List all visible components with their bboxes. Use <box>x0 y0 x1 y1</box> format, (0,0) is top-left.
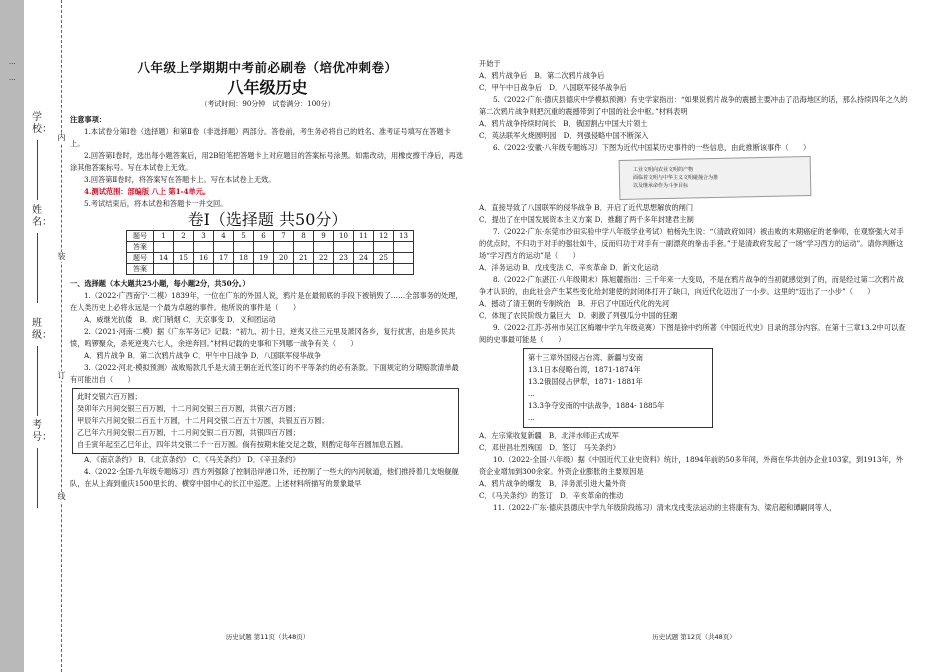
table-cell: 22 <box>314 253 334 264</box>
question-1-options: A．威继光抗倭 B．虎门销烟 C．天京事变 D．义和团运动 <box>84 315 276 324</box>
question-3-material-box <box>72 388 459 454</box>
contents-line: 13.2俄国侵占伊犁，1871- 1881年 <box>528 377 643 386</box>
answer-cell[interactable] <box>154 242 174 253</box>
mark-xian: 线 <box>57 492 66 501</box>
table-row-answers-2 <box>127 264 414 275</box>
table-cell: 11 <box>354 231 374 242</box>
question-9-options-ab: A．左宗棠收复新疆 B．北洋水师正式成军 <box>479 431 619 440</box>
question-10-options-cd: C．《马关条约》的签订 D．辛亥革命的推动 <box>479 491 624 500</box>
answer-cell[interactable] <box>394 264 414 275</box>
question-5: 5.（2022·广东·德庆县德庆中学模拟预测）有史学家指出：“如果说鸦片战争的震撼主要冲击了沿海地区的话，那么持续四年之久的第二次鸦片战争则把沉重的震撼带到了中国的社会中枢。”材料表明 <box>479 95 908 116</box>
strip-dots: ··· ··· <box>9 60 16 84</box>
question-8: 8.（2022·广东湛江·八年级期末）陈旭麓指出：三千年来一大变局，不是在鸦片战争的当初就感觉到了的，而是经过第二次鸦片战争才认识的，由此社会产生某些变化给封建使的封闭体打开了缺口，向近代化迈出了一小步。这里的“迈出了一小步”（ ） <box>479 275 904 296</box>
table-cell: 18 <box>234 253 254 264</box>
left-page <box>70 0 465 672</box>
table-cell: 4 <box>214 231 234 242</box>
table-cell: 25 <box>374 253 394 264</box>
contents-line: ... <box>528 389 535 398</box>
question-7: 7.（2022·广东·东莞市沙田实验中学八年级学业考试）柏杨先生说：“（清政府如同）被击败的末期癌症的老拳师，在观察强大对手的优点时，不归功于对手的强壮如牛，反而归功于对手有一副漂亮的拳击手套。”于是清政府发起了一场“学习西方的运动”。请你判断这场“学习西方的运动”是（ ） <box>479 227 904 260</box>
table-cell: 16 <box>194 253 214 264</box>
answer-cell[interactable] <box>294 264 314 275</box>
table-cell: 答案 <box>127 242 154 253</box>
table-cell: 3 <box>194 231 214 242</box>
school-line <box>37 140 38 200</box>
table-cell: 13 <box>394 231 414 242</box>
table-cell: 2 <box>174 231 194 242</box>
mark-zhuang: 装 <box>57 252 66 261</box>
table-row-answers-1 <box>127 242 414 253</box>
name-line <box>37 233 38 303</box>
answer-cell[interactable] <box>314 242 334 253</box>
material-line: 癸卯年六月间交银三百万圆，十二月间交银三百万圆，共银六百万圆； <box>77 404 300 413</box>
question-10-options-ab: A．鸦片战争的爆发 B．洋务派引进大量外资 <box>479 479 627 488</box>
note-2: 2.回答第Ⅰ卷时，选出每小题答案后，用2B铅笔把答题卡上对应题目的答案标号涂黑。如需改动，用橡皮擦干净后，再选涂其他答案标号。写在本试卷上无效。 <box>70 151 463 172</box>
question-5-options-ab: A．鸦片战争持续时间长 B．俄国割占中国大片领土 <box>479 119 648 128</box>
answer-cell[interactable] <box>334 242 354 253</box>
table-cell: 14 <box>154 253 174 264</box>
table-cell: 17 <box>214 253 234 264</box>
binding-margin <box>24 0 72 672</box>
table-cell: 24 <box>354 253 374 264</box>
question-6-image <box>609 158 819 198</box>
table-cell: 7 <box>274 231 294 242</box>
question-9: 9.（2022·江苏·苏州市吴江区梅堰中学九年级竞赛）下图是徐中约所著《中国近代史》目录的部分内容。在第十三章13.2中可以查阅的史事最可能是（ ） <box>479 323 906 344</box>
table-cell <box>394 253 414 264</box>
image-text-line: 以及继承命作为斗争目标 <box>633 183 689 189</box>
left-footer: 历史试题 第11页（共48页） <box>225 633 310 641</box>
answer-cell[interactable] <box>254 264 274 275</box>
question-11: 11.（2022·广东·德庆县德庆中学九年级阶段练习）清末戊戌变法运动的主将康有为、梁启超和谭嗣同等人， <box>493 503 837 512</box>
table-cell: 题号 <box>127 231 154 242</box>
answer-cell[interactable] <box>194 264 214 275</box>
answer-cell[interactable] <box>174 264 194 275</box>
material-line: 此时交银六百万圆； <box>77 392 142 401</box>
question-1: 1.（2022·广西南宁·二模）1839年，一位在广东的外国人说，鸦片是在最彻底的手段下被销毁了……全部事务的处理，在人类历史上必将永远是一个最为卓越的事件。他所说的事件是（ ） <box>70 291 463 312</box>
question-4-options-ab: A．鸦片战争后 B．第二次鸦片战争后 <box>479 71 605 80</box>
exam-no-label: 考号： <box>32 420 52 443</box>
answer-cell[interactable] <box>254 242 274 253</box>
table-cell: 9 <box>314 231 334 242</box>
class-label: 班级： <box>32 318 52 341</box>
table-row-numbers-2 <box>127 253 414 264</box>
table-cell: 6 <box>254 231 274 242</box>
image-text-line: 工业文明向农业文明的产物 <box>633 167 694 173</box>
table-cell: 23 <box>334 253 354 264</box>
table-cell: 10 <box>334 231 354 242</box>
question-6-options-ab: A．直接导致了八国联军的侵华战争 B．开启了近代思想解放的闸门 <box>479 203 694 212</box>
table-cell: 8 <box>294 231 314 242</box>
answer-table <box>126 230 414 275</box>
answer-cell[interactable] <box>314 264 334 275</box>
class-line <box>37 346 38 416</box>
question-6-image-text <box>633 166 718 190</box>
table-row-numbers-1 <box>127 231 414 242</box>
part-title: 一、选择题（本大题共25小题，每小题2分，共50分。） <box>70 279 250 288</box>
question-4-options-cd: C．甲午中日战争后 D．八国联军侵华战争后 <box>479 83 627 92</box>
answer-cell[interactable] <box>274 264 294 275</box>
answer-cell[interactable] <box>234 242 254 253</box>
table-cell: 5 <box>234 231 254 242</box>
material-line: 乙巳年六月间交银二百万圆，十二月间交银二百万圆，共银四百万圆； <box>77 428 300 437</box>
question-9-contents-box <box>523 348 713 428</box>
answer-cell[interactable] <box>394 242 414 253</box>
answer-cell[interactable] <box>234 264 254 275</box>
right-footer: 历史试题 第12页（共48页） <box>652 633 736 641</box>
note-1: 1.本试卷分第Ⅰ卷（选择题）和第Ⅱ卷（非选择题）两部分。答卷前，考生务必将自己的姓名、准考证号填写在答题卡上。 <box>70 127 451 148</box>
mark-nei: 内 <box>57 133 66 142</box>
question-6: 6.（2022·安徽·八年级专题练习）下图为近代中国某历史事件的一些信息，由此推断该事件（ ） <box>493 143 811 152</box>
question-2-options: A．鸦片战争 B．第二次鸦片战争 C．甲午中日战争 D．八国联军侵华战争 <box>84 351 322 360</box>
answer-cell[interactable] <box>374 264 394 275</box>
table-cell: 答案 <box>127 264 154 275</box>
answer-cell[interactable] <box>334 264 354 275</box>
answer-cell[interactable] <box>214 242 234 253</box>
table-cell: 1 <box>154 231 174 242</box>
left-gray-strip <box>0 0 24 672</box>
table-cell: 20 <box>274 253 294 264</box>
answer-cell[interactable] <box>214 264 234 275</box>
question-4-continued: 开始于 <box>479 59 501 68</box>
question-8-options-ab: A．撼动了清王朝的专制统治 B．开启了中国近代化的先河 <box>479 299 670 308</box>
contents-line: 13.1日本侵略台湾，1871-1874年 <box>528 365 641 374</box>
answer-cell[interactable] <box>374 242 394 253</box>
cut-line <box>61 0 62 672</box>
answer-cell[interactable] <box>354 242 374 253</box>
page-divider <box>470 0 471 672</box>
answer-cell[interactable] <box>354 264 374 275</box>
question-4: 4.（2022·全国·九年级专题练习）西方列强除了控制沿岸港口外，还控制了一些大的内河航道，他们推持着几支炮舰舰队，在从上海到重庆1500里长的、横穿中国中心的长江中巡逻。上述材料所描写的景象最早 <box>70 467 459 488</box>
table-cell: 21 <box>294 253 314 264</box>
school-label: 学校： <box>32 112 52 135</box>
mark-ding: 订 <box>57 371 66 380</box>
question-3-options: A．《南京条约》 B．《北京条约》 C．《马关条约》 D．《辛丑条约》 <box>84 455 300 464</box>
table-cell: 19 <box>254 253 274 264</box>
table-cell: 12 <box>374 231 394 242</box>
image-text-line: 面临着文明与中华主义文明碰撞合为推 <box>633 175 719 181</box>
question-7-options: A．洋务运动 B．戊戌变法 C．辛亥革命 D．新文化运动 <box>479 263 659 272</box>
question-3: 3.（2022·河北·模拟预测）战败赔款几乎是大清王朝在近代签订的不平等条约的必有条款。下面规定的分期赔款清单最有可能出自（ ） <box>70 363 459 384</box>
table-cell: 15 <box>174 253 194 264</box>
exam-title: 八年级上学期期中考前必刷卷（培优冲刺卷） <box>137 60 398 75</box>
section-title: 卷Ⅰ（选择题 共50分） <box>187 210 348 229</box>
contents-line: 13.3争夺安南的中法战争，1884- 1885年 <box>528 401 665 410</box>
material-line: 自壬寅年起至乙巳年止，四年共交银二千一百万圆。倘有按期未能交足之数，则酌定每年百圆加息五圆。 <box>77 440 408 449</box>
table-cell: 题号 <box>127 253 154 264</box>
question-9-options-cd: C．邓世昌壮烈殉国 D．签订 马关条约》 <box>479 443 620 452</box>
notes-title: 注意事项： <box>70 115 106 124</box>
note-3: 3.回答第Ⅱ卷时，将答案写在答题卡上。写在本试卷上无效。 <box>84 175 276 184</box>
answer-cell[interactable] <box>154 264 174 275</box>
question-5-options-cd: C．英法联军火烧圆明园 D．列强侵略中国不断深入 <box>479 131 649 140</box>
name-label: 姓名： <box>32 205 52 228</box>
right-page <box>479 0 909 672</box>
subject-title: 八年级历史 <box>227 78 308 97</box>
question-6-options-cd: C．提出了在中国发展资本主义方案 D．推翻了两千多年封建君主制 <box>479 215 694 224</box>
material-line: 甲辰年六月间交银二百五十万圆，十二月间交银二百五十万圆，共银五百万圆； <box>77 416 329 425</box>
contents-line: 第十三章外国侵占台湾、新疆与安南 <box>528 353 644 362</box>
question-2: 2.（2021·河南·二模）据《广东军务记》记载：“初九、初十日，逆夷又往三元里及萧冈各乡，复行扰害，由是乡民共愤，鸣锣聚众，杀死逆夷六七人，余逆奔回。”材料记载的史事和下列哪一战争有关（ ） <box>70 327 456 348</box>
question-8-options-cd: C．体现了农民阶级力量巨大 D．刺激了列强瓜分中国的狂潮 <box>479 311 678 320</box>
exam-no-line <box>37 448 38 508</box>
time-score-line: （考试时间：90分钟 试卷满分：100分） <box>200 100 335 108</box>
answer-cell[interactable] <box>174 242 194 253</box>
note-4-scope: 4.测试范围：部编版 八上 第1-4单元。 <box>84 187 211 196</box>
answer-cell[interactable] <box>194 242 214 253</box>
answer-cell[interactable] <box>294 242 314 253</box>
note-5: 5.考试结束后，将本试卷和答题卡一并交回。 <box>84 199 228 208</box>
question-10: 10.（2022·全国·八年级）据《中国近代工业史资料》统计，1894年前的50多年间，外商在华共创办企业103家，到1913年，外资企业增加到300余家。外资企业膨胀的主要原因是 <box>479 455 903 476</box>
contents-line: ... <box>528 413 535 422</box>
answer-cell[interactable] <box>274 242 294 253</box>
